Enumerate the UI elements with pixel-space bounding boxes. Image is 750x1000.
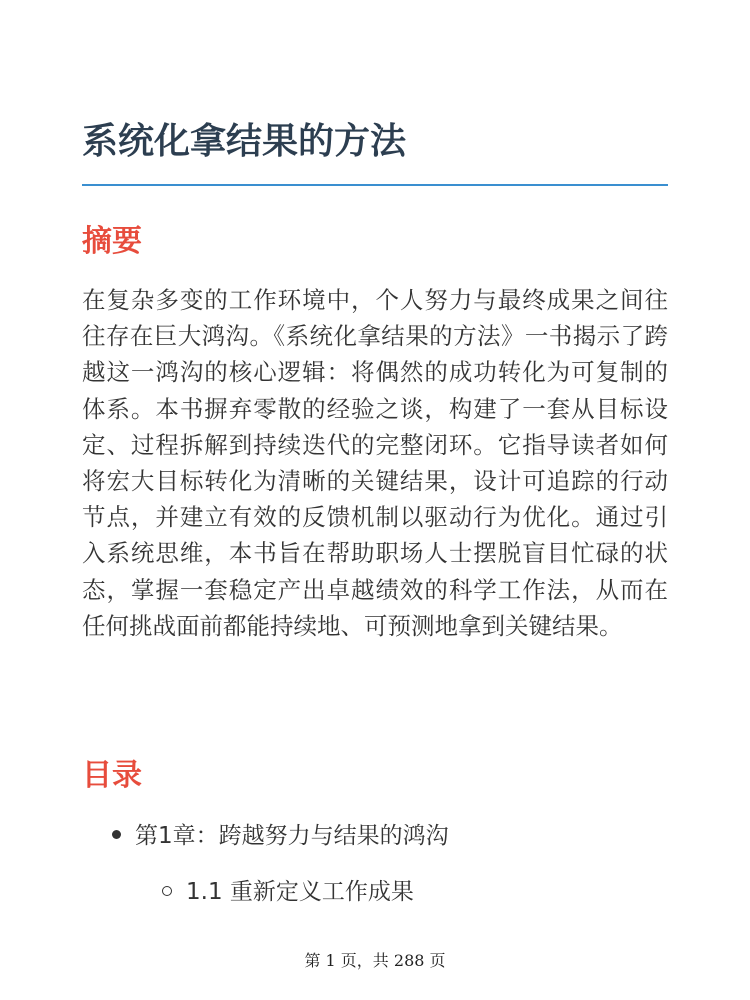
toc-heading: 目录 [82,758,142,793]
bullet-circle-icon [162,886,172,896]
toc-item-section-1-1[interactable] [162,876,414,908]
toc-item-label: 1.1 重新定义工作成果 [186,879,414,905]
page-footer: 第 1 页，共 288 页 [304,951,446,970]
toc-item-chapter-1[interactable] [112,820,449,852]
abstract-paragraph: 在复杂多变的工作环境中，个人努力与最终成果之间往往存在巨大鸿沟。《系统化拿结果的方法》一书揭示了跨越这一鸿沟的核心逻辑：将偶然的成功转化为可复制的体系。本书摒弃零散的经验之谈，构建了一套从目标设定、过程拆解到持续迭代的完整闭环。它指导读者如何将宏大目标转化为清晰的关键结果，设计可追踪的行动节点，并建立有效的反馈机制以驱动行为优化。通过引入系统思维，本书旨在帮助职场人士摆脱盲目忙碌的状态，掌握一套稳定产出卓越绩效的科学工作法，从而在任何挑战面前都能持续地、可预测地拿到关键结果。 [82,286,668,640]
bullet-disc-icon [112,830,121,839]
abstract-heading: 摘要 [82,224,142,259]
toc-item-label: 第1章：跨越努力与结果的鸿沟 [135,823,449,849]
title-divider [82,184,668,186]
document-title: 系统化拿结果的方法 [82,121,407,162]
